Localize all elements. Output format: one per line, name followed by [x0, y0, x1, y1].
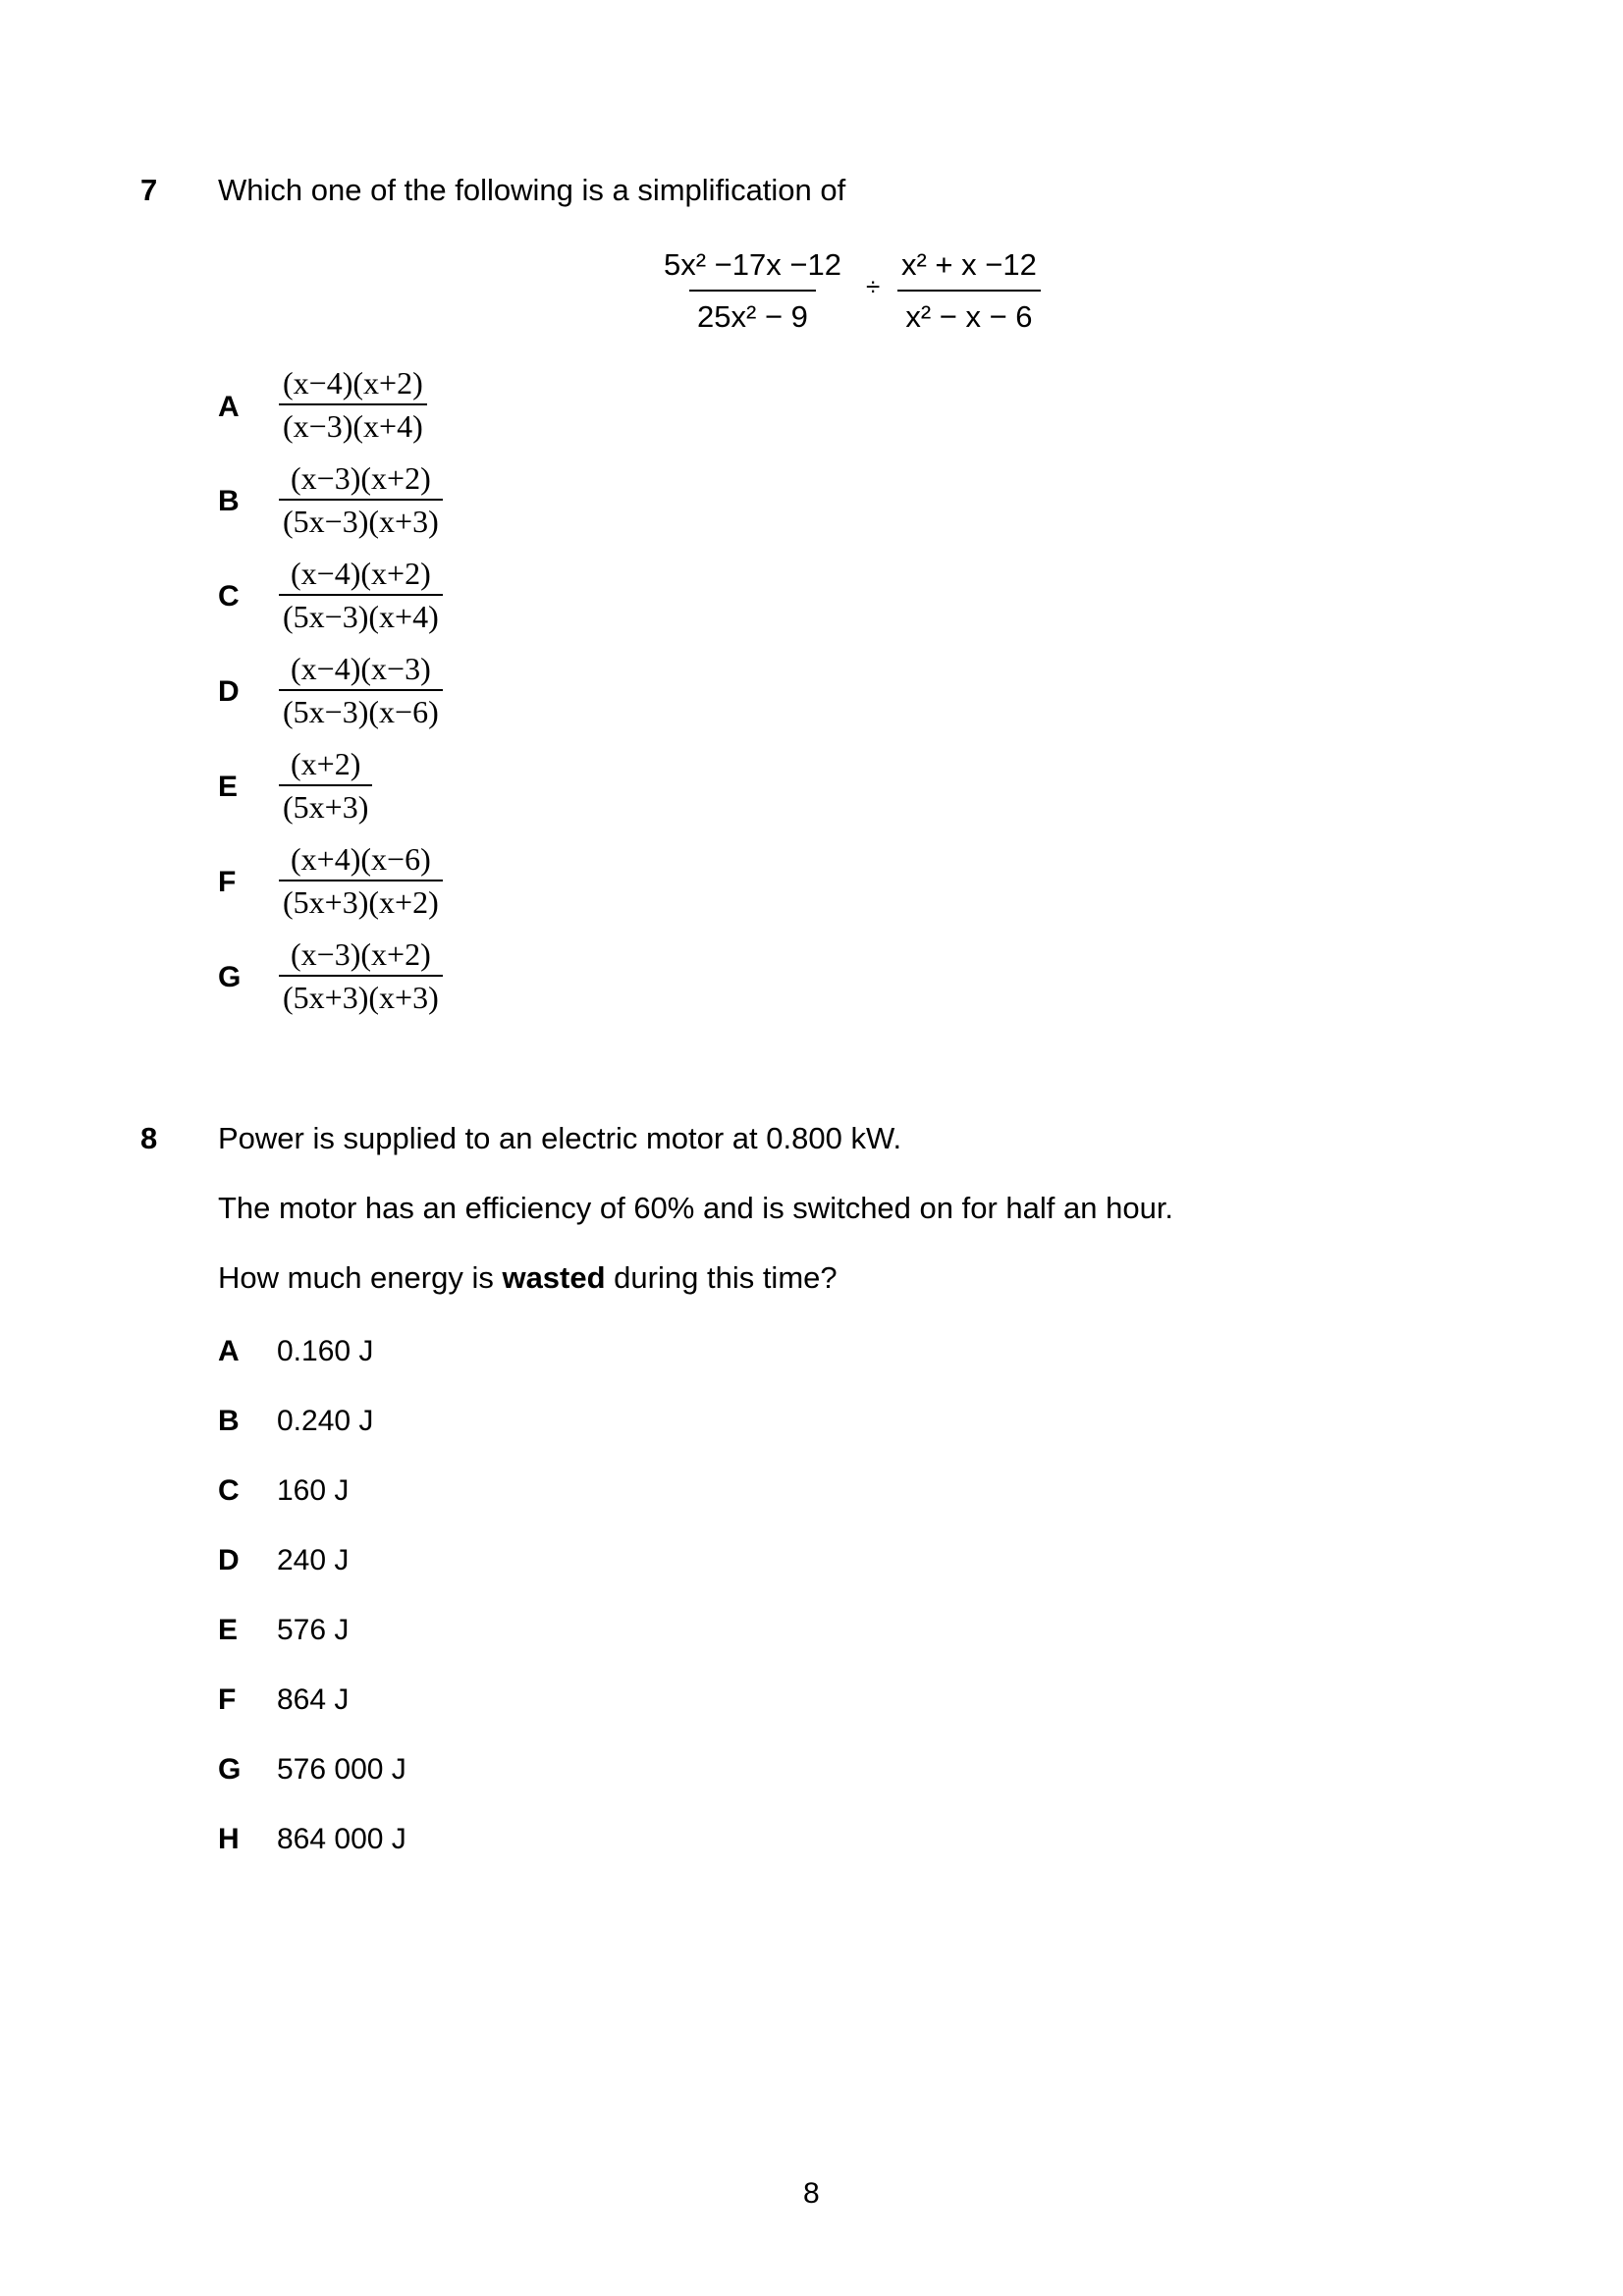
expression-right-denominator: x² − x − 6: [897, 290, 1040, 332]
q7-option-c-letter: C: [218, 580, 240, 613]
q8-option-h-letter: H: [218, 1823, 240, 1855]
question-7-number: 7: [140, 173, 158, 207]
expression-left-fraction: [656, 249, 849, 332]
question-8-line-1: Power is supplied to an electric motor at 0.800 kW.: [218, 1121, 902, 1155]
q7-option-e-denominator: (5x+3): [279, 784, 372, 823]
q7-option-c-fraction: [279, 558, 443, 632]
q8-option-h-text: 864 000 J: [277, 1823, 406, 1855]
question-8-number: 8: [140, 1121, 158, 1155]
q8-option-g-text: 576 000 J: [277, 1753, 406, 1786]
q7-option-f-letter: F: [218, 866, 237, 898]
q8-option-c-letter: C: [218, 1474, 240, 1507]
q8-option-a-letter: A: [218, 1335, 240, 1367]
expression-right-numerator: x² + x −12: [901, 247, 1037, 282]
division-operator: ÷: [866, 272, 881, 301]
page-number: 8: [803, 2177, 820, 2210]
q7-option-f-numerator: (x+4)(x−6): [291, 841, 431, 877]
q7-option-a-numerator: (x−4)(x+2): [283, 365, 423, 400]
q8-option-d-text: 240 J: [277, 1544, 350, 1576]
q7-option-b-numerator: (x−3)(x+2): [291, 460, 431, 496]
expression-right-fraction: [893, 249, 1045, 332]
q8-option-e-letter: E: [218, 1614, 239, 1646]
question-8-line-2: The motor has an efficiency of 60% and is switched on for half an hour.: [218, 1191, 1174, 1225]
q8-option-g-letter: G: [218, 1753, 242, 1786]
q8-option-b-letter: B: [218, 1405, 240, 1437]
q8-option-a-text: 0.160 J: [277, 1335, 374, 1367]
q8-option-c-text: 160 J: [277, 1474, 350, 1507]
q7-option-g-fraction: [279, 938, 443, 1013]
q7-option-d-letter: D: [218, 675, 240, 708]
question-8-line-3-start: How much energy is: [218, 1260, 503, 1295]
q7-option-d-denominator: (5x−3)(x−6): [279, 689, 443, 727]
expression-left-numerator: 5x² −17x −12: [664, 247, 841, 282]
question-8-line-3: [218, 1260, 838, 1296]
q7-option-g-denominator: (5x+3)(x+3): [279, 975, 443, 1013]
q7-option-c-numerator: (x−4)(x+2): [291, 556, 431, 591]
q7-option-g-letter: G: [218, 961, 242, 993]
q7-option-d-fraction: [279, 653, 443, 727]
q7-option-g-numerator: (x−3)(x+2): [291, 936, 431, 972]
q7-option-f-fraction: [279, 843, 443, 918]
q7-option-f-denominator: (5x+3)(x+2): [279, 880, 443, 918]
q7-option-d-numerator: (x−4)(x−3): [291, 651, 431, 686]
q7-option-a-letter: A: [218, 391, 240, 423]
q7-option-e-letter: E: [218, 771, 239, 803]
q7-option-b-letter: B: [218, 485, 240, 517]
expression-left-denominator: 25x² − 9: [689, 290, 816, 332]
q7-option-e-numerator: (x+2): [291, 746, 361, 781]
q8-option-e-text: 576 J: [277, 1614, 350, 1646]
question-8-line-3-end: during this time?: [605, 1260, 838, 1295]
q8-option-d-letter: D: [218, 1544, 240, 1576]
q7-option-c-denominator: (5x−3)(x+4): [279, 594, 443, 632]
q7-option-a-denominator: (x−3)(x+4): [279, 403, 427, 442]
q7-option-a-fraction: [279, 367, 427, 442]
q7-option-b-denominator: (5x−3)(x+3): [279, 499, 443, 537]
question-7-stem: Which one of the following is a simplification of: [218, 173, 846, 207]
q8-option-f-text: 864 J: [277, 1683, 350, 1716]
q8-option-f-letter: F: [218, 1683, 237, 1716]
q8-option-b-text: 0.240 J: [277, 1405, 374, 1437]
q7-option-b-fraction: [279, 462, 443, 537]
q7-option-e-fraction: [279, 748, 372, 823]
question-8-emphasis-wasted: wasted: [502, 1260, 606, 1295]
